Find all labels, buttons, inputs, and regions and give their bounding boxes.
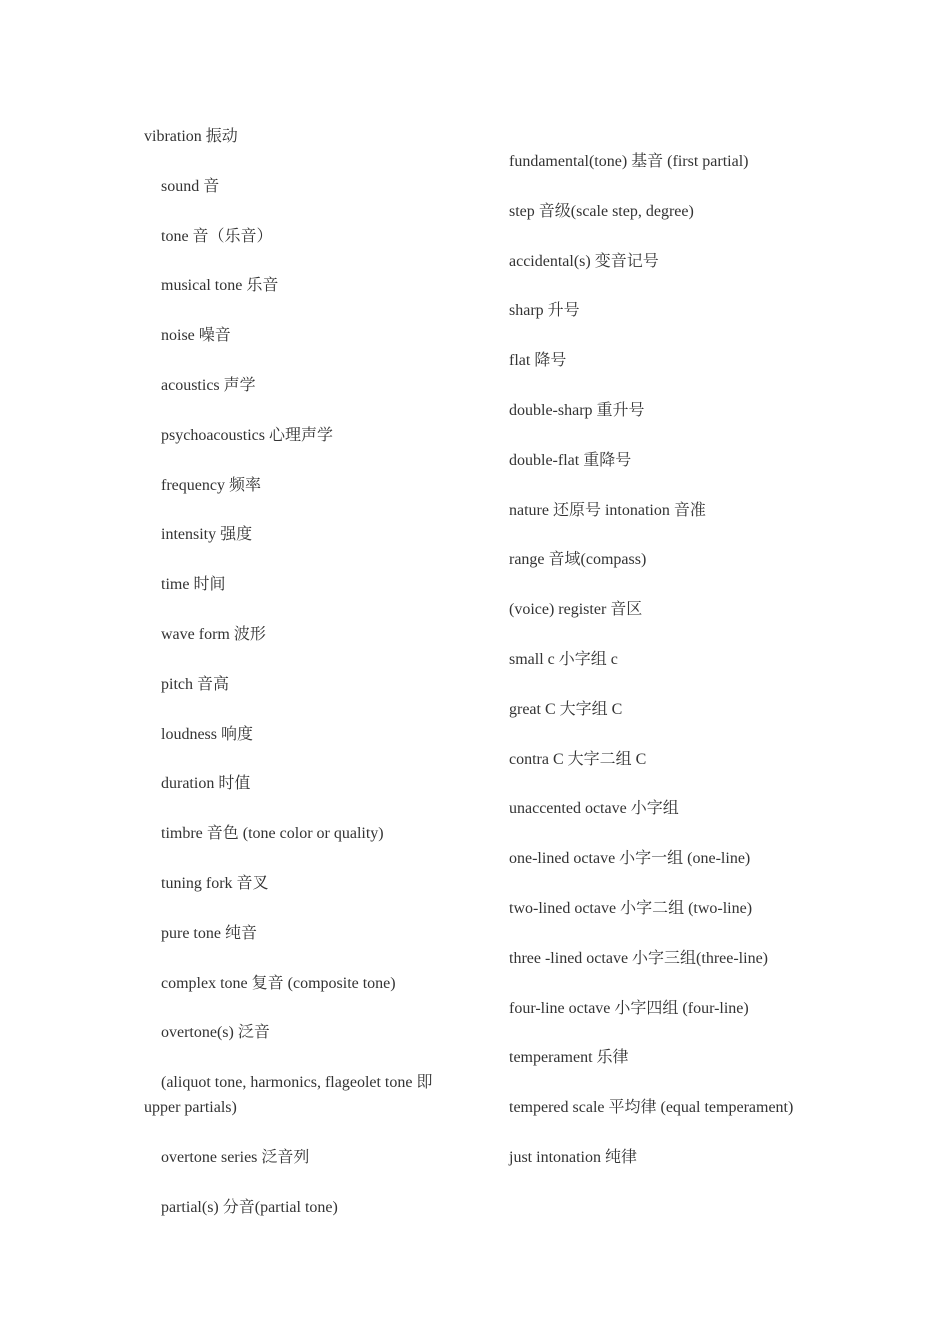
glossary-entry: accidental(s) 变音记号 [509,252,659,270]
glossary-entry: range 音域(compass) [509,551,647,569]
glossary-entry: partial(s) 分音(partial tone) [161,1198,338,1216]
glossary-entry: timbre 音色 (tone color or quality) [161,825,384,843]
glossary-entry: intensity 强度 [161,526,253,544]
right-column [492,149,812,1195]
glossary-entry: three -lined octave 小字三组(three-line) [509,949,769,967]
glossary-entry: psychoacoustics 心理声学 [161,426,333,444]
glossary-entry: sharp 升号 [509,302,580,320]
glossary-entry: small c 小字组 c [509,650,618,668]
glossary-entry: unaccented octave 小字组 [509,800,679,818]
glossary-entry: flat 降号 [509,352,567,370]
glossary-entry: four-line octave 小字四组 (four-line) [509,999,749,1017]
glossary-entry: one-lined octave 小字一组 (one-line) [509,850,751,868]
left-column [144,124,464,1245]
glossary-entry: overtone(s) 泛音 [161,1024,270,1042]
glossary-entry: complex tone 复音 (composite tone) [161,974,396,992]
glossary-entry: loudness 响度 [161,725,254,743]
glossary-entry: double-flat 重降号 [509,451,632,469]
glossary-entry: sound 音 [161,177,220,195]
glossary-entry: time 时间 [161,576,226,594]
glossary-entry: nature 还原号 intonation 音准 [509,501,706,519]
glossary-entry: great C 大字组 C [509,700,623,718]
glossary-entry: fundamental(tone) 基音 (first partial) [509,153,749,170]
glossary-entry: contra C 大字二组 C [509,750,647,768]
glossary-entry: (voice) register 音区 [509,601,643,619]
glossary-entry: noise 噪音 [161,327,231,345]
glossary-entry: double-sharp 重升号 [509,401,645,419]
glossary-entry: two-lined octave 小字二组 (two-line) [509,899,753,917]
glossary-entry: tempered scale 平均律 (equal temperament) [509,1099,794,1117]
glossary-entry: temperament 乐律 [509,1049,629,1067]
glossary-entry: wave form 波形 [161,625,266,643]
glossary-entry: step 音级(scale step, degree) [509,202,694,220]
glossary-entry: acoustics 声学 [161,376,256,394]
glossary-entry: frequency 频率 [161,476,261,494]
glossary-entry: tuning fork 音叉 [161,874,269,892]
glossary-entry: pure tone 纯音 [161,924,257,942]
glossary-entry: tone 音（乐音） [161,227,273,245]
glossary-entry: pitch 音高 [161,675,229,693]
glossary-entry: duration 时值 [161,775,251,793]
glossary-entry: musical tone 乐音 [161,277,279,295]
glossary-entry: (aliquot tone, harmonics, flageolet tone 即 upper partials) [144,1074,433,1117]
glossary-entry: just intonation 纯律 [509,1148,638,1166]
glossary-entry: vibration 振动 [144,128,238,145]
glossary-entry: overtone series 泛音列 [161,1148,310,1166]
